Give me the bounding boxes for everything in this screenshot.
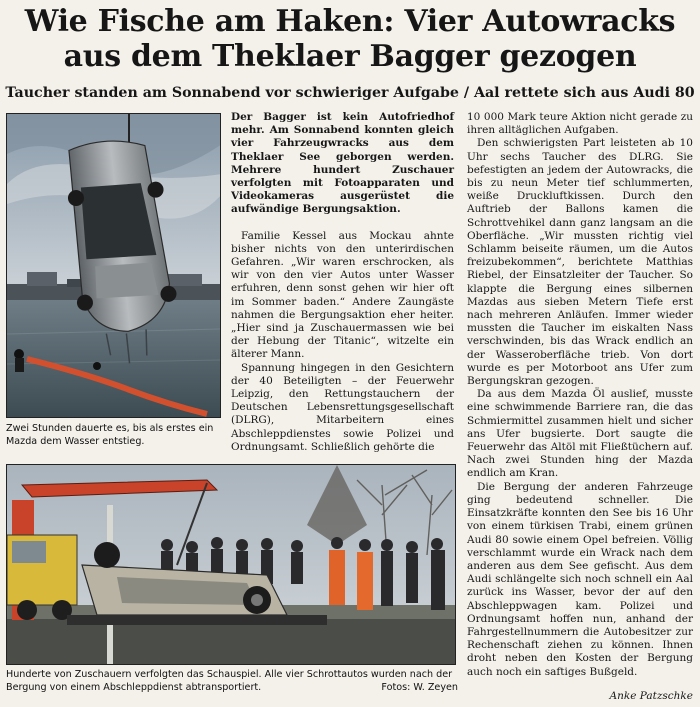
article-paragraph: Da aus dem Mazda Öl auslief, musste eine schwimmende Barriere ran, die das Schmiermittel zusammen hielt und sicher ans Ufer bugsierte. Dort saugte die Feuerwehr das Altöl mit Fließtüchern auf. Nach zwei Stunden hing der Mazda endlich am Kran.	[467, 388, 693, 480]
article-paragraph: Familie Kessel aus Mockau ahnte bisher nichts von den unterirdischen Gefahren. „Wir waren erschrocken, als wir von den vier Autos unter Wasser erfuhren, denn sonst gehen wir hier oft im Sommer baden.“ Andere Zaungäste nahmen die Bergungsaktion eher heiter. „Hier sind ja Zuschauermassen wie bei der Hebung der Titanic“, witzelte ein älterer Mann.	[231, 229, 454, 361]
article-paragraph: 10 000 Mark teure Aktion nicht gerade zu ihren alltäglichen Aufgaben.	[467, 111, 693, 137]
article-paragraph: Spannung hingegen in den Gesichtern der 40 Beteiligten – der Feuerwehr Leipzig, den Rettungstauchern der Deutschen Lebensrettungsgesellschaft (DLRG), Mitarbeitern eines Abschleppdienstes sowie Polizei und Ordnungsamt. Schließlich gehörte die	[231, 361, 454, 453]
headline-line-1: Wie Fische am Haken: Vier Autowracks	[24, 4, 676, 39]
photo-caption-2	[6, 669, 458, 694]
headline-line-2: aus dem Theklaer Bagger gezogen	[63, 39, 637, 74]
photo-crowd-tow-truck	[6, 464, 456, 665]
article-lead: Der Bagger ist kein Autofriedhof mehr. Am Sonnabend konnten gleich vier Fahrzeugwracks aus dem Theklaer See geborgen werden. Mehrere hundert Zuschauer verfolgten mit Fotoapparaten und Videokameras ausgerüstet die aufwändige Bergungsaktion.	[231, 111, 454, 216]
article-column-2	[231, 111, 454, 454]
headline	[0, 4, 700, 74]
author-byline: Anke Patzschke	[609, 690, 693, 702]
article-paragraph: Die Bergung der anderen Fahrzeuge ging bedeutend schneller. Die Einsatzkräfte konnten den See bis 16 Uhr von einem türkisen Trabi, einem grünen Audi 80 sowie einem Opel befreien. Völlig verschlammt wurde ein Wrack nach dem anderen aus dem See gefischt. Aus dem Audi schlängelte sich noch schnell ein Aal zurück ins Wasser, bevor der auf den Abschleppwagen kam. Polizei und Ordnungsamt hoffen nun, anhand der Fahrgestellnummern die Autobesitzer zur Rechenschaft ziehen zu können. Ihnen droht neben den Kosten der Bergung auch noch ein saftiges Bußgeld.	[467, 480, 693, 678]
photo-caption-2-text: Hunderte von Zuschauern verfolgten das Schauspiel. Alle vier Schrottautos wurden nach der Bergung von einem Abschleppdienst abtransportiert.	[6, 669, 453, 693]
photo-car-hoisted	[6, 113, 221, 418]
photo-credit: Fotos: W. Zeyen	[381, 681, 458, 693]
article-paragraph: Den schwierigsten Part leisteten ab 10 Uhr sechs Taucher des DLRG. Sie befestigten an jedem der Autowracks, die bis zu neun Meter tief schlummerten, weiße Druckluftkissen. Durch den Auftrieb der Ballons kamen die Schrottvehikel dann ganz langsam an die Oberfläche. „Wir mussten richtig viel Schlamm beiseite räumen, um die Autos freizubekommen“, berichtete Matthias Riebel, der Einsatzleiter der Taucher. So klappte die Bergung eines silbernen Mazdas aus sieben Metern Tiefe erst nach mehreren Anläufen. Immer wieder mussten die Taucher im eiskalten Nass verschwinden, bis das Wrack endlich an der Wasseroberfläche trieb. Von dort wurde es per Motorboot ans Ufer zum Bergungskran gezogen.	[467, 137, 693, 388]
photo-caption-1: Zwei Stunden dauerte es, bis als erstes ein Mazda dem Wasser entstieg.	[6, 423, 214, 447]
article-column-3	[467, 111, 693, 679]
subheadline: Taucher standen am Sonnabend vor schwieriger Aufgabe / Aal rettete sich aus Audi 80	[5, 85, 695, 101]
